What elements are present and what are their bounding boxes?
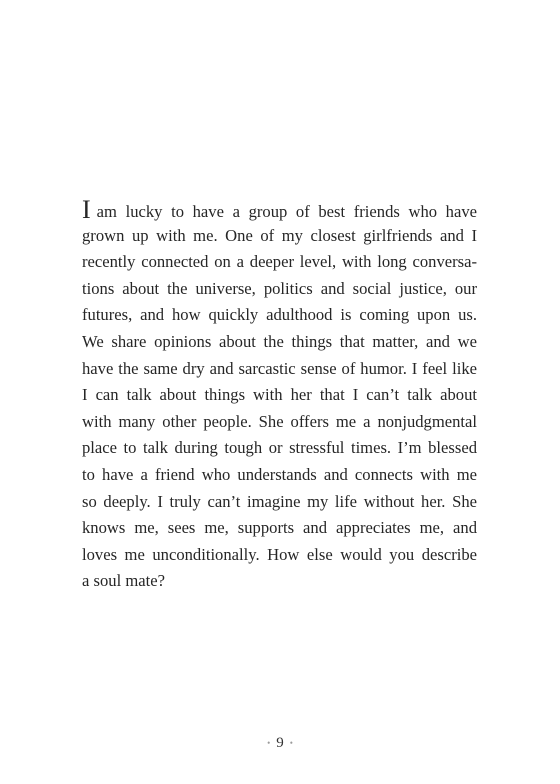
paragraph-line-3: recently connected on a deeper level, with long conversa- [82,252,477,272]
paragraph-line-1 [82,196,477,223]
paragraph-line-15: a soul mate? [82,571,165,591]
paragraph-line-5: futures, and how quickly adulthood is coming upon us. [82,305,477,325]
paragraph-line-2: grown up with me. One of my closest girlfriends and I [82,225,477,245]
paragraph-line-10: place to talk during tough or stressful times. I’m blessed [82,438,477,458]
folio-ornament-right: • [289,737,293,748]
paragraph-line-4: tions about the universe, politics and social justice, our [82,278,477,298]
drop-initial: I [82,195,91,224]
paragraph-line-8: I can talk about things with her that I can’t talk about [82,385,477,405]
paragraph-line-11: to have a friend who understands and connects with me [82,464,477,484]
page-number: 9 [276,735,284,751]
paragraph-line-12: so deeply. I truly can’t imagine my life without her. She [82,491,477,511]
body-paragraph [82,196,477,595]
folio-ornament-left: • [267,737,271,748]
paragraph-line-6: We share opinions about the things that matter, and we [82,331,477,351]
paragraph-line-13: knows me, sees me, supports and appreciates me, and [82,518,477,538]
paragraph-line-7: have the same dry and sarcastic sense of humor. I feel like [82,358,477,378]
page-folio [0,735,560,752]
first-line-text: am lucky to have a group of best friends who have [96,202,477,221]
paragraph-line-14: loves me unconditionally. How else would you describe [82,544,477,564]
paragraph-line-9: with many other people. She offers me a nonjudgmental [82,411,477,431]
